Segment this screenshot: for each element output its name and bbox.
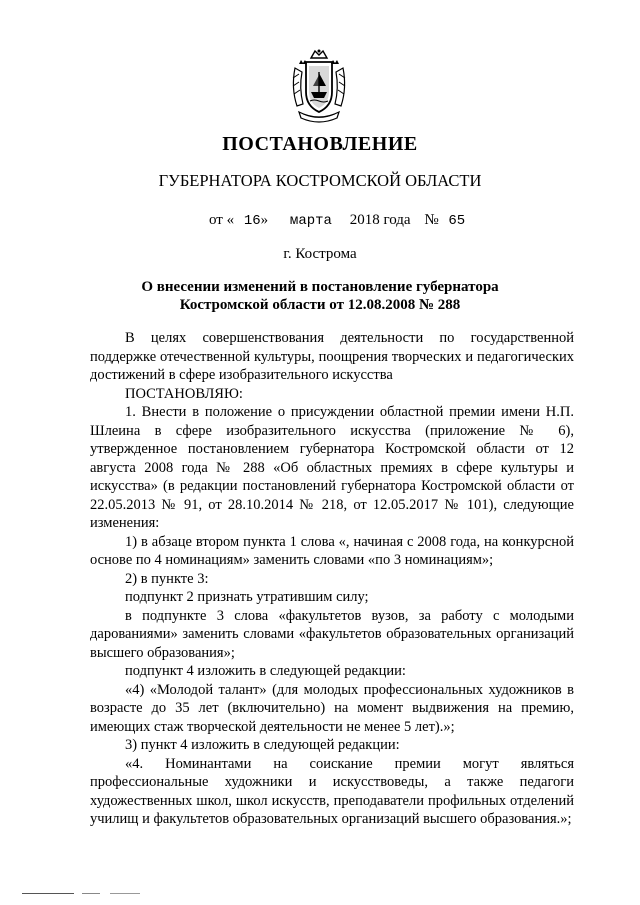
number-sign: № <box>424 212 439 228</box>
document-city: г. Кострома <box>283 246 357 262</box>
date-close: » <box>260 212 269 228</box>
paragraph-subitem-1: 1) в абзаце втором пункта 1 слова «, начиная с 2008 года, на конкурсной основе по 4 номинациям» заменить словами «по 3 номинациям»; <box>90 533 574 568</box>
paragraph-decree: ПОСТАНОВЛЯЮ: <box>125 385 243 402</box>
paragraph-subpoint-3: в подпункте 3 слова «факультетов вузов, за работу с молодыми дарованиями» заменить словами «факультетов образовательных организаций высшего образования»; <box>90 607 574 661</box>
paragraph-item-1: 1. Внести в положение о присуждении областной премии имени Н.П. Шлеина в сфере изобразительного искусства (приложение № 6), утвержденное постановлением губернатора Костромской области от 12 августа 2008 года № 288 «Об областных премиях в сфере культуры и искусства» (в редакции постановлений губернатора Костромской области от 22.05.2013 № 91, от 28.10.2014 № 218, от 12.05.2017 № 101), следующие изменения: <box>90 404 574 531</box>
footer-scan-mark <box>110 893 140 894</box>
heading-line-2: Костромской области от 12.08.2008 № 288 <box>179 297 461 313</box>
document-issuer: ГУБЕРНАТОРА КОСТРОМСКОЙ ОБЛАСТИ <box>158 171 482 190</box>
paragraph-subpoint-2: подпункт 2 признать утратившим силу; <box>125 589 369 605</box>
coat-of-arms-icon <box>289 48 349 126</box>
paragraph-subpoint-4-intro: подпункт 4 изложить в следующей редакции: <box>125 663 406 679</box>
date-day: 16 <box>243 213 261 229</box>
paragraph-young-talent: «4) «Молодой талант» (для молодых профессиональных художников в возрасте до 35 лет (включительно) на момент выдвижения на премию, имеющих стаж творческой деятельности не менее 5 лет).»; <box>90 681 574 735</box>
footer-scan-mark <box>82 893 100 894</box>
paragraph-subitem-2: 2) в пункте 3: <box>125 570 209 587</box>
footer-scan-mark <box>22 893 74 894</box>
heading-line-1: О внесении изменений в постановление губернатора <box>141 279 499 295</box>
document-title: ПОСТАНОВЛЕНИЕ <box>222 133 418 155</box>
date-prefix: от « <box>209 212 235 228</box>
paragraph-subitem-3: 3) пункт 4 изложить в следующей редакции: <box>125 737 400 753</box>
document-date-line <box>209 212 465 229</box>
document-heading <box>0 278 640 314</box>
paragraph-nominees: «4. Номинантами на соискание премии могут являться профессиональные художники и искусствоведы, а также педагоги художественных школ, школ искусств, преподаватели профильных отделений училищ и факультетов образовательных организаций высшего образования.»; <box>90 755 574 827</box>
paragraph-preamble: В целях совершенствования деятельности по государственной поддержке отечественной культуры, поощрения творческих и педагогических достижений в сфере изобразительного искусства <box>90 330 574 383</box>
document-number: 65 <box>448 213 466 229</box>
date-month: марта <box>289 213 332 229</box>
document-body <box>90 329 574 829</box>
date-year: 2018 года <box>349 212 411 228</box>
